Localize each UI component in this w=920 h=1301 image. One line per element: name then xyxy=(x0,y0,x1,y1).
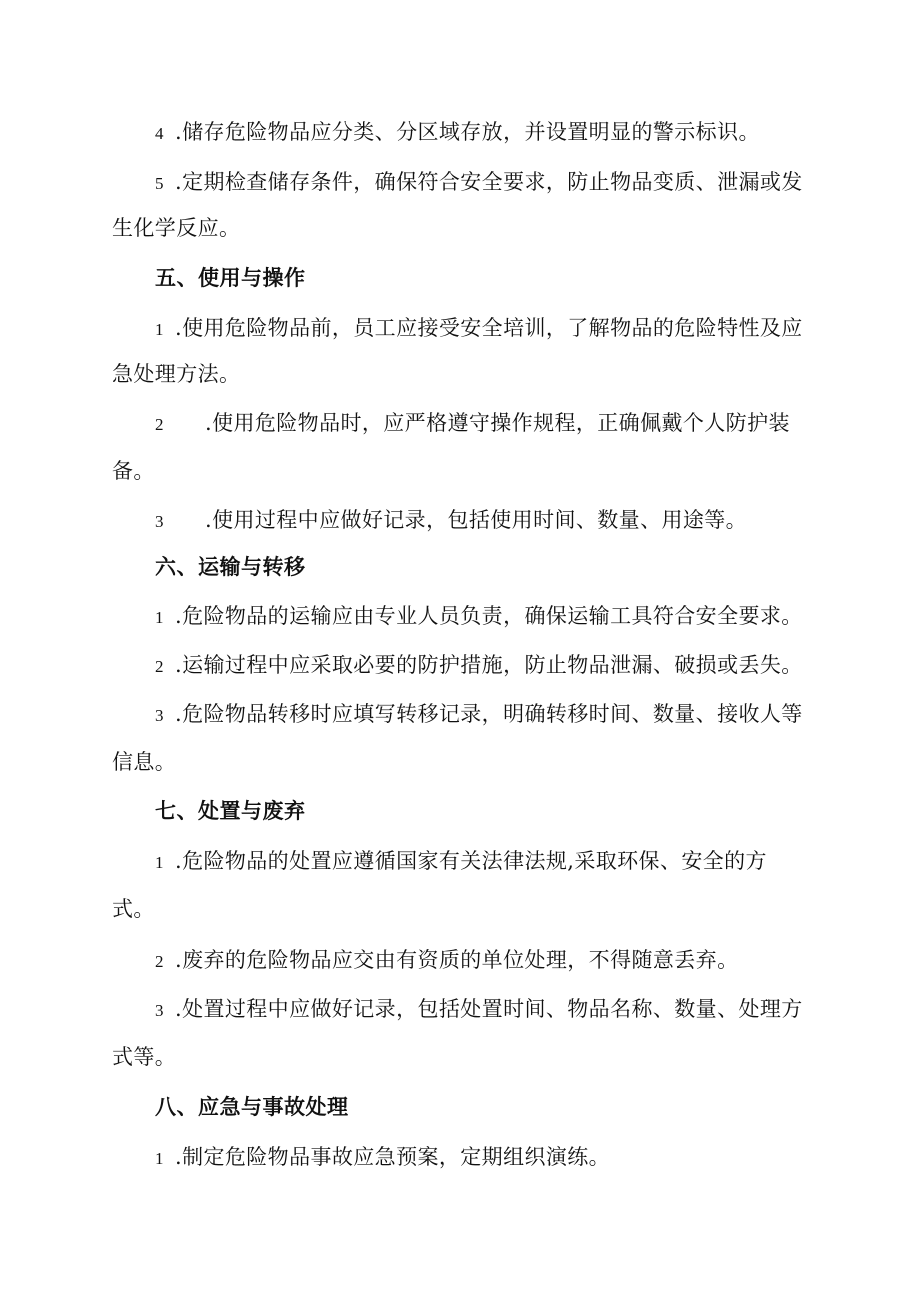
list-item-continuation: 备。 xyxy=(112,459,155,483)
section-heading: 八、应急与事故处理 xyxy=(155,1095,349,1119)
list-item xyxy=(155,650,803,682)
item-number: 3 xyxy=(155,1001,164,1020)
item-text: .危险物品转移时应填写转移记录，明确转移时间、数量、接收人等 xyxy=(175,702,803,726)
list-item xyxy=(155,699,803,731)
item-number: 1 xyxy=(155,853,164,872)
section-heading: 六、运输与转移 xyxy=(155,555,306,579)
item-text: .使用危险物品时，应严格遵守操作规程，正确佩戴个人防护装 xyxy=(205,411,790,435)
list-item xyxy=(155,601,803,633)
section-heading: 五、使用与操作 xyxy=(155,266,306,290)
item-text: .储存危险物品应分类、分区域存放，并设置明显的警示标识。 xyxy=(175,120,760,144)
list-item xyxy=(155,994,803,1026)
item-text: .废弃的危险物品应交由有资质的单位处理，不得随意丢弃。 xyxy=(175,948,739,972)
section-heading: 七、处置与废弃 xyxy=(155,799,306,823)
item-text: .危险物品的运输应由专业人员负责，确保运输工具符合安全要求。 xyxy=(175,604,803,628)
list-item xyxy=(155,945,738,977)
item-number: 3 xyxy=(155,706,164,725)
list-item xyxy=(155,167,803,199)
item-number: 5 xyxy=(155,174,164,193)
item-text: .使用过程中应做好记录，包括使用时间、数量、用途等。 xyxy=(205,508,748,532)
list-item xyxy=(155,117,760,149)
item-number: 1 xyxy=(155,1149,164,1168)
list-item-continuation: 式等。 xyxy=(112,1045,177,1069)
item-number: 2 xyxy=(155,657,164,676)
item-text: .危险物品的处置应遵循国家有关法律法规,采取环保、安全的方 xyxy=(175,849,767,873)
list-item xyxy=(155,408,790,440)
item-text: .制定危险物品事故应急预案，定期组织演练。 xyxy=(175,1145,611,1169)
list-item xyxy=(155,1142,610,1174)
item-number: 4 xyxy=(155,124,164,143)
list-item-continuation: 信息。 xyxy=(112,750,177,774)
list-item-continuation: 式。 xyxy=(112,897,155,921)
list-item xyxy=(155,313,803,345)
item-text: .定期检查储存条件，确保符合安全要求，防止物品变质、泄漏或发 xyxy=(175,170,803,194)
item-text: .使用危险物品前，员工应接受安全培训，了解物品的危险特性及应 xyxy=(175,316,803,340)
list-item xyxy=(155,846,767,878)
item-number: 2 xyxy=(155,415,164,434)
item-text: .处置过程中应做好记录，包括处置时间、物品名称、数量、处理方 xyxy=(175,997,803,1021)
item-number: 3 xyxy=(155,512,164,531)
item-text: .运输过程中应采取必要的防护措施，防止物品泄漏、破损或丢失。 xyxy=(175,653,803,677)
list-item-continuation: 生化学反应。 xyxy=(112,216,241,240)
list-item xyxy=(155,505,747,537)
item-number: 1 xyxy=(155,608,164,627)
item-number: 1 xyxy=(155,320,164,339)
item-number: 2 xyxy=(155,952,164,971)
list-item-continuation: 急处理方法。 xyxy=(112,362,241,386)
